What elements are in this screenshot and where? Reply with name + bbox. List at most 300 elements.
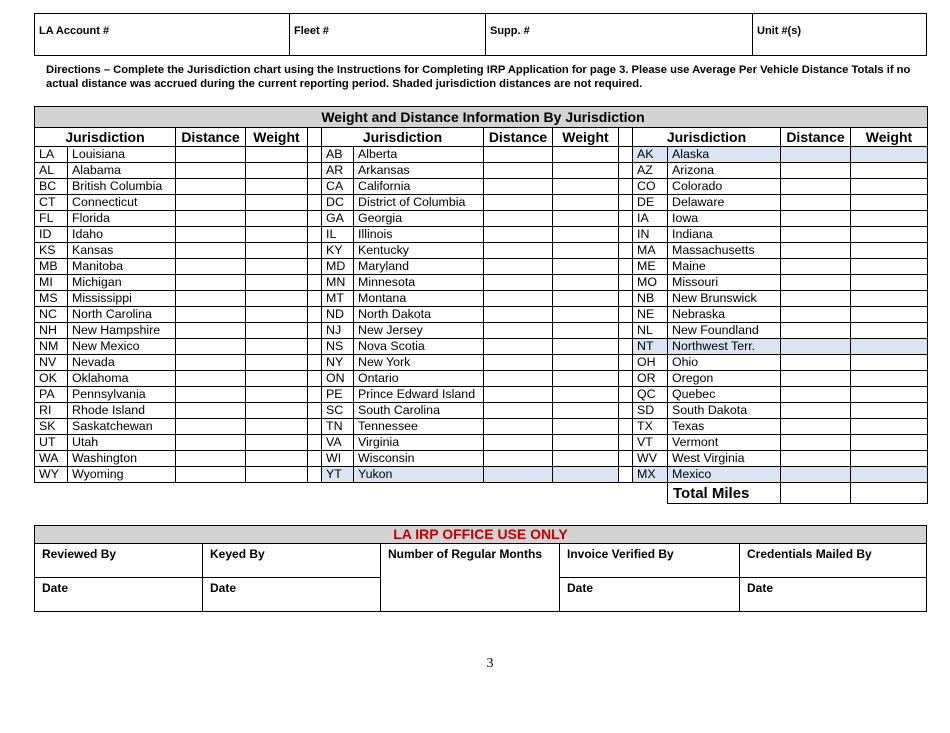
jurisdiction-code: AB xyxy=(322,147,354,163)
column-gap xyxy=(308,291,322,307)
jurisdiction-name: Georgia xyxy=(354,211,484,227)
distance-cell[interactable] xyxy=(484,275,553,291)
jurisdiction-code: MN xyxy=(322,275,354,291)
distance-cell[interactable] xyxy=(781,243,851,259)
column-gap xyxy=(619,227,633,243)
weight-cell[interactable] xyxy=(553,323,619,339)
jurisdiction-name: Louisiana xyxy=(68,147,176,163)
jurisdiction-name: Vermont xyxy=(668,435,781,451)
jurisdiction-name: Ohio xyxy=(668,355,781,371)
jurisdiction-code: YT xyxy=(322,467,354,483)
weight-cell[interactable] xyxy=(851,259,928,275)
table-row xyxy=(35,387,928,403)
jurisdiction-name: Kentucky xyxy=(354,243,484,259)
weight-cell[interactable] xyxy=(553,163,619,179)
weight-cell[interactable] xyxy=(246,163,308,179)
table-row xyxy=(35,323,928,339)
keyed-by-field[interactable] xyxy=(203,544,381,578)
jurisdiction-code: NC xyxy=(35,307,68,323)
page-number: 3 xyxy=(486,656,494,671)
col-distance: Distance xyxy=(484,128,553,147)
total-distance-cell[interactable] xyxy=(781,483,851,504)
weight-cell[interactable] xyxy=(246,227,308,243)
distance-cell[interactable] xyxy=(176,323,246,339)
weight-cell[interactable] xyxy=(851,387,928,403)
distance-cell[interactable] xyxy=(484,211,553,227)
jurisdiction-code: RI xyxy=(35,403,68,419)
distance-cell[interactable] xyxy=(484,323,553,339)
column-gap xyxy=(619,387,633,403)
jurisdiction-name: New Jersey xyxy=(354,323,484,339)
jurisdiction-name: New Mexico xyxy=(68,339,176,355)
jurisdiction-name: Alberta xyxy=(354,147,484,163)
distance-cell[interactable] xyxy=(781,275,851,291)
jurisdiction-code: CO xyxy=(633,179,668,195)
total-weight-cell[interactable] xyxy=(851,483,928,504)
distance-cell[interactable] xyxy=(781,339,851,355)
column-gap xyxy=(619,339,633,355)
jurisdiction-name: Kansas xyxy=(68,243,176,259)
jurisdiction-code: AZ xyxy=(633,163,668,179)
distance-cell[interactable] xyxy=(781,387,851,403)
distance-cell[interactable] xyxy=(484,371,553,387)
weight-cell[interactable] xyxy=(553,339,619,355)
column-gap xyxy=(308,163,322,179)
distance-cell[interactable] xyxy=(484,451,553,467)
distance-cell[interactable] xyxy=(781,419,851,435)
jurisdiction-name: Alabama xyxy=(68,163,176,179)
distance-cell[interactable] xyxy=(484,291,553,307)
distance-cell[interactable] xyxy=(781,435,851,451)
distance-cell[interactable] xyxy=(781,291,851,307)
jurisdiction-name: Oregon xyxy=(668,371,781,387)
jurisdiction-name: Pennsylvania xyxy=(68,387,176,403)
distance-cell[interactable] xyxy=(781,355,851,371)
weight-cell[interactable] xyxy=(851,147,928,163)
weight-cell[interactable] xyxy=(246,355,308,371)
jurisdiction-code: WV xyxy=(633,451,668,467)
weight-cell[interactable] xyxy=(553,435,619,451)
weight-cell[interactable] xyxy=(246,243,308,259)
jurisdiction-name: Indiana xyxy=(668,227,781,243)
weight-cell[interactable] xyxy=(553,451,619,467)
weight-cell[interactable] xyxy=(851,195,928,211)
distance-cell[interactable] xyxy=(484,355,553,371)
weight-cell[interactable] xyxy=(851,371,928,387)
distance-cell[interactable] xyxy=(176,355,246,371)
weight-cell[interactable] xyxy=(246,371,308,387)
weight-cell[interactable] xyxy=(246,419,308,435)
jurisdiction-name: California xyxy=(354,179,484,195)
distance-cell[interactable] xyxy=(781,211,851,227)
weight-cell[interactable] xyxy=(851,163,928,179)
jurisdiction-code: OH xyxy=(633,355,668,371)
weight-cell[interactable] xyxy=(851,403,928,419)
distance-cell[interactable] xyxy=(781,259,851,275)
jurisdiction-name: Minnesota xyxy=(354,275,484,291)
jurisdiction-name: New Foundland xyxy=(668,323,781,339)
jurisdiction-code: BC xyxy=(35,179,68,195)
keyed-date-field[interactable] xyxy=(203,578,381,612)
jurisdiction-code: FL xyxy=(35,211,68,227)
distance-cell[interactable] xyxy=(176,259,246,275)
col-weight: Weight xyxy=(553,128,619,147)
jurisdiction-name: Oklahoma xyxy=(68,371,176,387)
column-gap xyxy=(619,259,633,275)
jurisdiction-name: British Columbia xyxy=(68,179,176,195)
col-weight: Weight xyxy=(246,128,308,147)
jurisdiction-code: NM xyxy=(35,339,68,355)
regular-months-field[interactable] xyxy=(381,544,560,612)
weight-cell[interactable] xyxy=(851,323,928,339)
distance-cell[interactable] xyxy=(176,307,246,323)
distance-cell[interactable] xyxy=(484,195,553,211)
distance-cell[interactable] xyxy=(484,227,553,243)
unit-field[interactable] xyxy=(753,14,927,56)
jurisdiction-name: North Carolina xyxy=(68,307,176,323)
jurisdiction-code: TX xyxy=(633,419,668,435)
jurisdiction-name: Prince Edward Island xyxy=(354,387,484,403)
account-header xyxy=(34,13,927,56)
weight-cell[interactable] xyxy=(851,339,928,355)
column-gap xyxy=(619,291,633,307)
jurisdiction-name: Nevada xyxy=(68,355,176,371)
weight-cell[interactable] xyxy=(246,323,308,339)
distance-cell[interactable] xyxy=(781,179,851,195)
invoice-verified-field[interactable] xyxy=(560,544,740,578)
jurisdiction-name: New York xyxy=(354,355,484,371)
jurisdiction-code: WI xyxy=(322,451,354,467)
jurisdiction-name: Nebraska xyxy=(668,307,781,323)
distance-cell[interactable] xyxy=(781,451,851,467)
distance-cell[interactable] xyxy=(176,371,246,387)
jurisdiction-code: TN xyxy=(322,419,354,435)
weight-cell[interactable] xyxy=(851,211,928,227)
jurisdiction-code: SK xyxy=(35,419,68,435)
jurisdiction-code: ME xyxy=(633,259,668,275)
table-row xyxy=(35,355,928,371)
column-gap xyxy=(308,323,322,339)
weight-cell[interactable] xyxy=(553,259,619,275)
jurisdiction-code: MB xyxy=(35,259,68,275)
distance-cell[interactable] xyxy=(484,163,553,179)
weight-cell[interactable] xyxy=(553,227,619,243)
distance-cell[interactable] xyxy=(484,147,553,163)
jurisdiction-name: Massachusetts xyxy=(668,243,781,259)
distance-cell[interactable] xyxy=(176,291,246,307)
jurisdiction-code: MA xyxy=(633,243,668,259)
distance-cell[interactable] xyxy=(176,403,246,419)
distance-cell[interactable] xyxy=(781,227,851,243)
distance-cell[interactable] xyxy=(176,163,246,179)
column-gap xyxy=(619,323,633,339)
jurisdiction-code: NJ xyxy=(322,323,354,339)
distance-cell[interactable] xyxy=(176,467,246,483)
distance-cell[interactable] xyxy=(781,371,851,387)
jurisdiction-code: LA xyxy=(35,147,68,163)
distance-cell[interactable] xyxy=(176,243,246,259)
column-gap xyxy=(308,451,322,467)
distance-cell[interactable] xyxy=(484,435,553,451)
column-gap xyxy=(308,195,322,211)
distance-cell[interactable] xyxy=(781,323,851,339)
distance-cell[interactable] xyxy=(176,339,246,355)
weight-cell[interactable] xyxy=(246,179,308,195)
weight-cell[interactable] xyxy=(553,387,619,403)
weight-cell[interactable] xyxy=(553,291,619,307)
column-gap xyxy=(308,275,322,291)
credentials-mailed-field[interactable] xyxy=(740,544,927,578)
column-gap xyxy=(308,243,322,259)
jurisdiction-code: NY xyxy=(322,355,354,371)
weight-cell[interactable] xyxy=(246,467,308,483)
column-gap xyxy=(619,467,633,483)
jurisdiction-name: Washington xyxy=(68,451,176,467)
column-gap xyxy=(619,419,633,435)
jurisdiction-code: AK xyxy=(633,147,668,163)
jurisdiction-name: Florida xyxy=(68,211,176,227)
column-gap xyxy=(308,147,322,163)
weight-cell[interactable] xyxy=(851,467,928,483)
weight-cell[interactable] xyxy=(851,307,928,323)
weight-cell[interactable] xyxy=(246,307,308,323)
reviewed-date-field[interactable] xyxy=(35,578,203,612)
supp-label: Supp. # xyxy=(490,25,530,37)
table-row xyxy=(35,467,928,483)
weight-cell[interactable] xyxy=(246,195,308,211)
weight-cell[interactable] xyxy=(553,307,619,323)
jurisdiction-name: Maryland xyxy=(354,259,484,275)
jurisdiction-name: Saskatchewan xyxy=(68,419,176,435)
distance-cell[interactable] xyxy=(176,435,246,451)
weight-cell[interactable] xyxy=(851,435,928,451)
col-weight: Weight xyxy=(851,128,928,147)
column-gap xyxy=(308,467,322,483)
weight-cell[interactable] xyxy=(246,403,308,419)
jurisdiction-code: GA xyxy=(322,211,354,227)
column-gap xyxy=(308,227,322,243)
weight-cell[interactable] xyxy=(851,355,928,371)
jurisdiction-code: OK xyxy=(35,371,68,387)
distance-cell[interactable] xyxy=(484,339,553,355)
jurisdiction-name: Delaware xyxy=(668,195,781,211)
table-row xyxy=(35,227,928,243)
table-row xyxy=(35,259,928,275)
distance-cell[interactable] xyxy=(484,387,553,403)
jurisdiction-code: QC xyxy=(633,387,668,403)
table-row xyxy=(35,451,928,467)
column-gap xyxy=(619,451,633,467)
table-row xyxy=(35,147,928,163)
jurisdiction-name: Wisconsin xyxy=(354,451,484,467)
table-row xyxy=(35,211,928,227)
distance-cell[interactable] xyxy=(484,307,553,323)
distance-cell[interactable] xyxy=(781,195,851,211)
table-row xyxy=(35,419,928,435)
jurisdiction-code: MO xyxy=(633,275,668,291)
column-gap xyxy=(308,307,322,323)
weight-cell[interactable] xyxy=(246,259,308,275)
distance-cell[interactable] xyxy=(781,307,851,323)
weight-cell[interactable] xyxy=(553,147,619,163)
column-gap xyxy=(308,403,322,419)
jurisdiction-code: ND xyxy=(322,307,354,323)
col-jurisdiction: Jurisdiction xyxy=(35,128,176,147)
fleet-field[interactable] xyxy=(290,14,486,56)
table-title: Weight and Distance Information By Jurisdiction xyxy=(35,107,928,128)
weight-cell[interactable] xyxy=(851,451,928,467)
weight-cell[interactable] xyxy=(246,147,308,163)
jurisdiction-name: Virginia xyxy=(354,435,484,451)
weight-cell[interactable] xyxy=(851,179,928,195)
weight-cell[interactable] xyxy=(246,211,308,227)
weight-cell[interactable] xyxy=(851,243,928,259)
supp-field[interactable] xyxy=(486,14,753,56)
weight-cell[interactable] xyxy=(553,195,619,211)
jurisdiction-name: Missouri xyxy=(668,275,781,291)
weight-cell[interactable] xyxy=(851,227,928,243)
distance-cell[interactable] xyxy=(484,467,553,483)
column-gap xyxy=(308,435,322,451)
date-label: Date xyxy=(567,581,594,595)
distance-cell[interactable] xyxy=(176,227,246,243)
distance-cell[interactable] xyxy=(781,147,851,163)
distance-cell[interactable] xyxy=(176,147,246,163)
jurisdiction-code: AL xyxy=(35,163,68,179)
jurisdiction-name: New Hampshire xyxy=(68,323,176,339)
jurisdiction-code: MT xyxy=(322,291,354,307)
column-gap xyxy=(308,179,322,195)
jurisdiction-code: SD xyxy=(633,403,668,419)
jurisdiction-code: WY xyxy=(35,467,68,483)
jurisdiction-name: South Dakota xyxy=(668,403,781,419)
jurisdiction-name: Maine xyxy=(668,259,781,275)
jurisdiction-name: Montana xyxy=(354,291,484,307)
credentials-date-field[interactable] xyxy=(740,578,927,612)
column-gap xyxy=(308,211,322,227)
column-gap xyxy=(308,419,322,435)
weight-cell[interactable] xyxy=(851,275,928,291)
weight-cell[interactable] xyxy=(851,419,928,435)
weight-cell[interactable] xyxy=(246,387,308,403)
jurisdiction-code: IA xyxy=(633,211,668,227)
distance-cell[interactable] xyxy=(176,211,246,227)
column-gap xyxy=(619,163,633,179)
jurisdiction-code: NV xyxy=(35,355,68,371)
column-gap xyxy=(619,147,633,163)
jurisdiction-code: PE xyxy=(322,387,354,403)
jurisdiction-name: Quebec xyxy=(668,387,781,403)
distance-cell[interactable] xyxy=(781,467,851,483)
weight-cell[interactable] xyxy=(553,211,619,227)
jurisdiction-code: DC xyxy=(322,195,354,211)
distance-cell[interactable] xyxy=(176,179,246,195)
jurisdiction-name: West Virginia xyxy=(668,451,781,467)
weight-cell[interactable] xyxy=(553,179,619,195)
invoice-date-field[interactable] xyxy=(560,578,740,612)
column-gap xyxy=(619,371,633,387)
jurisdiction-code: SC xyxy=(322,403,354,419)
distance-cell[interactable] xyxy=(484,419,553,435)
weight-cell[interactable] xyxy=(553,403,619,419)
office-use-table xyxy=(34,525,927,612)
jurisdiction-name: Arkansas xyxy=(354,163,484,179)
jurisdiction-name: Yukon xyxy=(354,467,484,483)
jurisdiction-name: Illinois xyxy=(354,227,484,243)
weight-cell[interactable] xyxy=(246,451,308,467)
invoice-verified-label: Invoice Verified By xyxy=(567,547,674,561)
jurisdiction-code: ID xyxy=(35,227,68,243)
distance-cell[interactable] xyxy=(484,243,553,259)
distance-cell[interactable] xyxy=(781,403,851,419)
distance-cell[interactable] xyxy=(176,195,246,211)
jurisdiction-table xyxy=(34,106,928,504)
jurisdiction-code: KS xyxy=(35,243,68,259)
weight-cell[interactable] xyxy=(553,243,619,259)
weight-cell[interactable] xyxy=(553,355,619,371)
jurisdiction-code: PA xyxy=(35,387,68,403)
jurisdiction-name: Idaho xyxy=(68,227,176,243)
column-gap xyxy=(619,195,633,211)
total-row xyxy=(35,483,928,504)
weight-cell[interactable] xyxy=(553,371,619,387)
jurisdiction-name: Northwest Terr. xyxy=(668,339,781,355)
jurisdiction-name: District of Columbia xyxy=(354,195,484,211)
weight-cell[interactable] xyxy=(246,339,308,355)
col-distance: Distance xyxy=(176,128,246,147)
keyed-by-label: Keyed By xyxy=(210,547,265,561)
distance-cell[interactable] xyxy=(176,419,246,435)
column-gap xyxy=(308,371,322,387)
weight-cell[interactable] xyxy=(246,435,308,451)
table-row xyxy=(35,435,928,451)
column-gap xyxy=(619,243,633,259)
la-account-field[interactable] xyxy=(35,14,290,56)
fleet-label: Fleet # xyxy=(294,25,329,37)
column-gap xyxy=(619,403,633,419)
jurisdiction-name: Iowa xyxy=(668,211,781,227)
jurisdiction-name: Rhode Island xyxy=(68,403,176,419)
column-gap xyxy=(308,259,322,275)
column-gap xyxy=(619,355,633,371)
weight-cell[interactable] xyxy=(553,275,619,291)
weight-cell[interactable] xyxy=(553,419,619,435)
column-gap xyxy=(619,307,633,323)
weight-cell[interactable] xyxy=(246,275,308,291)
jurisdiction-code: NE xyxy=(633,307,668,323)
distance-cell[interactable] xyxy=(176,451,246,467)
date-label: Date xyxy=(42,581,69,595)
column-gap xyxy=(619,211,633,227)
col-distance: Distance xyxy=(781,128,851,147)
distance-cell[interactable] xyxy=(781,163,851,179)
distance-cell[interactable] xyxy=(484,179,553,195)
distance-cell[interactable] xyxy=(176,387,246,403)
table-row xyxy=(35,307,928,323)
distance-cell[interactable] xyxy=(176,275,246,291)
jurisdiction-code: IN xyxy=(633,227,668,243)
weight-cell[interactable] xyxy=(851,291,928,307)
reviewed-by-field[interactable] xyxy=(35,544,203,578)
jurisdiction-code: NB xyxy=(633,291,668,307)
weight-cell[interactable] xyxy=(246,291,308,307)
distance-cell[interactable] xyxy=(484,259,553,275)
reviewed-by-label: Reviewed By xyxy=(42,547,117,561)
jurisdiction-code: NL xyxy=(633,323,668,339)
weight-cell[interactable] xyxy=(553,467,619,483)
distance-cell[interactable] xyxy=(484,403,553,419)
column-gap xyxy=(619,275,633,291)
